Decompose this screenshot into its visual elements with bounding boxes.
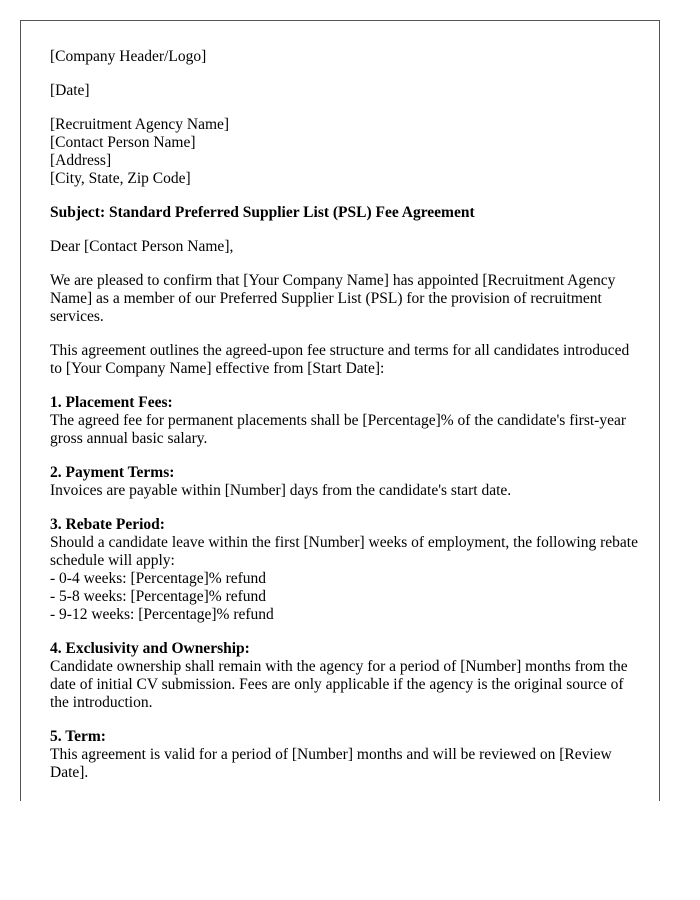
section-exclusivity [50, 640, 640, 712]
recipient-address [50, 116, 640, 188]
letter-date: [Date] [50, 82, 90, 99]
rebate-item: - 5-8 weeks: [Percentage]% refund [50, 588, 267, 605]
rebate-item: - 0-4 weeks: [Percentage]% refund [50, 570, 267, 587]
section-body: Should a candidate leave within the first [Number] weeks of employment, the following rebate schedule will apply: [50, 534, 638, 569]
section-heading: 3. Rebate Period: [50, 516, 165, 533]
letter-page [20, 20, 660, 801]
intro-paragraph: We are pleased to confirm that [Your Company Name] has appointed [Recruitment Agency Name] as a member of our Preferred Supplier List (PSL) for the provision of recruitment services. [50, 272, 616, 325]
section-placement-fees [50, 394, 640, 448]
section-heading: 4. Exclusivity and Ownership: [50, 640, 250, 657]
subject-line: Subject: Standard Preferred Supplier List (PSL) Fee Agreement [50, 204, 475, 221]
recipient-agency: [Recruitment Agency Name] [50, 116, 230, 133]
company-header: [Company Header/Logo] [50, 48, 207, 65]
section-heading: 5. Term: [50, 728, 106, 745]
section-term [50, 728, 640, 782]
letter-content [50, 48, 640, 798]
salutation: Dear [Contact Person Name], [50, 238, 234, 255]
outline-paragraph: This agreement outlines the agreed-upon fee structure and terms for all candidates introduced to [Your Company Name] effective from [Start Date]: [50, 342, 630, 377]
recipient-city: [City, State, Zip Code] [50, 170, 191, 187]
section-body: Candidate ownership shall remain with the agency for a period of [Number] months from the date of initial CV submission. Fees are only applicable if the agency is the original source of the introduction. [50, 658, 628, 711]
section-rebate-period [50, 516, 640, 624]
section-body: Invoices are payable within [Number] days from the candidate's start date. [50, 482, 512, 499]
recipient-contact: [Contact Person Name] [50, 134, 196, 151]
section-payment-terms [50, 464, 640, 500]
rebate-item: - 9-12 weeks: [Percentage]% refund [50, 606, 274, 623]
section-body: This agreement is valid for a period of [Number] months and will be reviewed on [Review Date]. [50, 746, 612, 781]
section-heading: 2. Payment Terms: [50, 464, 175, 481]
section-body: The agreed fee for permanent placements shall be [Percentage]% of the candidate's first-year gross annual basic salary. [50, 412, 627, 447]
recipient-address-line: [Address] [50, 152, 112, 169]
section-heading: 1. Placement Fees: [50, 394, 173, 411]
